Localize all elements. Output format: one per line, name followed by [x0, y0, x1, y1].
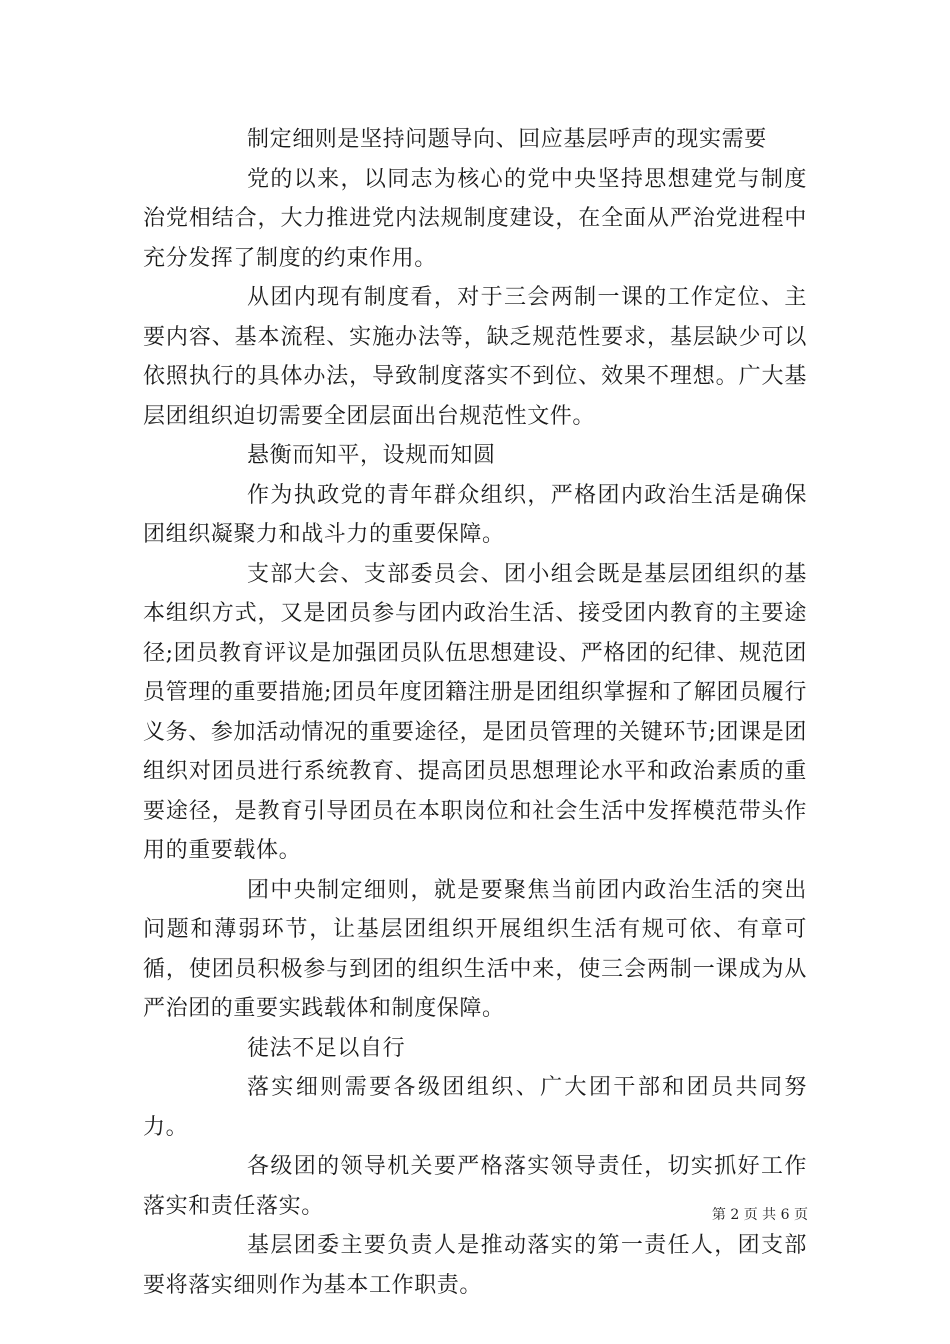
- paragraph: 徒法不足以自行: [247, 1035, 406, 1061]
- paragraph: 团中央制定细则，就是要聚焦当前团内政治生活的突出问题和薄弱环节，让基层团组织开展组织生活有规可依、有章可循，使团员积极参与到团的组织生活中来，使三会两制一课成为从严治团的重要实践载体和制度保障。: [143, 877, 807, 1021]
- paragraph: 作为执政党的青年群众组织，严格团内政治生活是确保团组织凝聚力和战斗力的重要保障。: [143, 482, 807, 547]
- paragraph: 制定细则是坚持问题导向、回应基层呼声的现实需要: [247, 127, 767, 152]
- paragraph: 党的以来，以同志为核心的党中央坚持思想建党与制度治党相结合，大力推进党内法规制度建设，在全面从严治党进程中充分发挥了制度的约束作用。: [143, 166, 807, 271]
- paragraph: 从团内现有制度看，对于三会两制一课的工作定位、主要内容、基本流程、实施办法等，缺乏规范性要求，基层缺少可以依照执行的具体办法，导致制度落实不到位、效果不理想。广大基层团组织迫切需要全团层面出台规范性文件。: [143, 285, 807, 429]
- document-body: [143, 120, 807, 1305]
- page-footer: [712, 1204, 808, 1224]
- paragraph: 支部大会、支部委员会、团小组会既是基层团组织的基本组织方式，又是团员参与团内政治生活、接受团内教育的主要途径;团员教育评议是加强团员队伍思想建设、严格团的纪律、规范团员管理的重要措施;团员年度团籍注册是团组织掌握和了解团员履行义务、参加活动情况的重要途径，是团员管理的关键环节;团课是团组织对团员进行系统教育、提高团员思想理论水平和政治素质的重要途径，是教育引导团员在本职岗位和社会生活中发挥模范带头作用的重要载体。: [143, 561, 807, 863]
- paragraph: 基层团委主要负责人是推动落实的第一责任人，团支部要将落实细则作为基本工作职责。: [143, 1233, 807, 1298]
- paragraph: 落实细则需要各级团组织、广大团干部和团员共同努力。: [143, 1075, 807, 1140]
- paragraph: 悬衡而知平，设规而知圆: [247, 443, 496, 468]
- paragraph: 各级团的领导机关要严格落实领导责任，切实抓好工作落实和责任落实。: [143, 1154, 807, 1219]
- page-number: 第 2 页 共 6 页: [711, 1207, 808, 1223]
